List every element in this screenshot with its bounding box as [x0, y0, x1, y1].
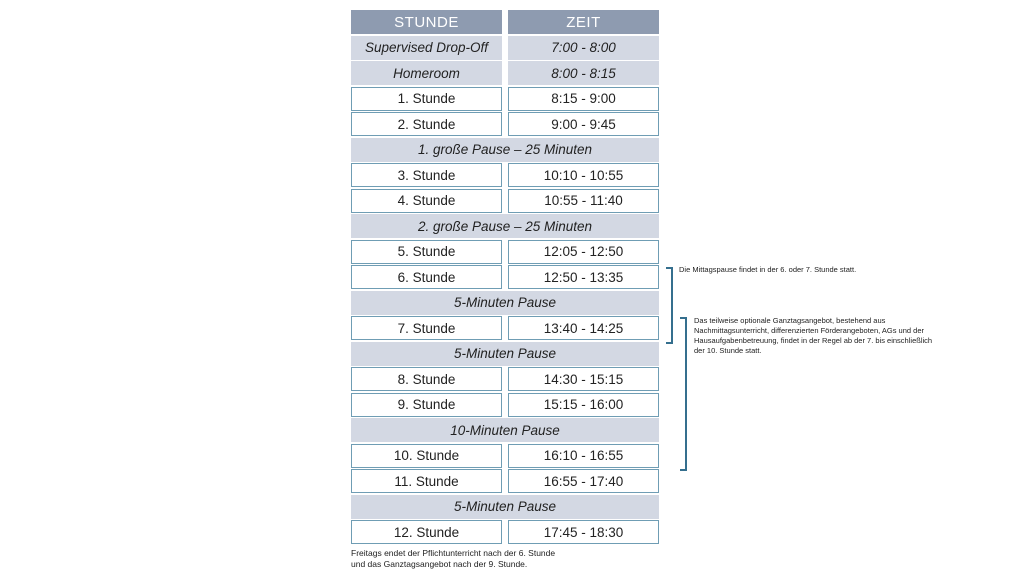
break-label: 1. große Pause – 25 Minuten	[351, 138, 659, 162]
period-label: 6. Stunde	[351, 265, 502, 289]
period-time: 16:55 - 17:40	[508, 469, 659, 493]
period-label: 12. Stunde	[351, 520, 502, 544]
footnote-line-1: Freitags endet der Pflichtunterricht nach der 6. Stunde	[351, 548, 556, 558]
period-label: 2. Stunde	[351, 112, 502, 136]
period-time: 13:40 - 14:25	[508, 316, 659, 340]
period-time: 16:10 - 16:55	[508, 444, 659, 468]
table-row	[351, 265, 659, 291]
break-label: 2. große Pause – 25 Minuten	[351, 214, 659, 238]
period-label: 8. Stunde	[351, 367, 502, 391]
table-header	[351, 10, 659, 36]
period-label: 1. Stunde	[351, 87, 502, 111]
ganztag-note: Das teilweise optionale Ganztagsangebot, bestehend aus Nachmittagsunterricht, differenzierten Förderangeboten, AGs und der Hausaufgabenbetreuung, findet in der Regel ab der 7. bis einschließlich der 10. Stunde statt.	[694, 316, 933, 355]
table-row	[351, 316, 659, 342]
ganztag-bracket	[680, 317, 687, 471]
break-row	[351, 138, 659, 164]
break-row	[351, 291, 659, 317]
table-row	[351, 240, 659, 266]
table-row	[351, 367, 659, 393]
break-label: 5-Minuten Pause	[351, 291, 659, 315]
table-row	[351, 36, 659, 62]
break-row	[351, 342, 659, 368]
table-row	[351, 189, 659, 215]
period-time: 7:00 - 8:00	[508, 36, 659, 60]
period-time: 12:50 - 13:35	[508, 265, 659, 289]
table-row	[351, 87, 659, 113]
table-row	[351, 393, 659, 419]
table-row	[351, 163, 659, 189]
break-label: 5-Minuten Pause	[351, 342, 659, 366]
break-row	[351, 495, 659, 521]
period-label: 5. Stunde	[351, 240, 502, 264]
period-time: 8:00 - 8:15	[508, 61, 659, 85]
header-zeit: ZEIT	[508, 10, 659, 34]
period-time: 12:05 - 12:50	[508, 240, 659, 264]
table-row	[351, 444, 659, 470]
footnote-line-2: und das Ganztagsangebot nach der 9. Stunde.	[351, 558, 528, 569]
period-time: 8:15 - 9:00	[508, 87, 659, 111]
period-label: 3. Stunde	[351, 163, 502, 187]
period-time: 10:55 - 11:40	[508, 189, 659, 213]
table-body	[351, 36, 659, 546]
header-stunde: STUNDE	[351, 10, 502, 34]
period-label: 9. Stunde	[351, 393, 502, 417]
period-label: 7. Stunde	[351, 316, 502, 340]
table-row	[351, 61, 659, 87]
break-row	[351, 214, 659, 240]
table-row	[351, 469, 659, 495]
period-label: 11. Stunde	[351, 469, 502, 493]
period-time: 9:00 - 9:45	[508, 112, 659, 136]
period-label: 4. Stunde	[351, 189, 502, 213]
footnote	[351, 548, 555, 569]
lunch-note: Die Mittagspause findet in der 6. oder 7. Stunde statt.	[679, 265, 857, 274]
period-time: 17:45 - 18:30	[508, 520, 659, 544]
period-label: Homeroom	[351, 61, 502, 85]
lunch-bracket	[666, 267, 673, 344]
schedule-table	[351, 10, 659, 546]
break-label: 5-Minuten Pause	[351, 495, 659, 519]
table-row	[351, 520, 659, 546]
break-row	[351, 418, 659, 444]
period-time: 15:15 - 16:00	[508, 393, 659, 417]
period-time: 10:10 - 10:55	[508, 163, 659, 187]
period-time: 14:30 - 15:15	[508, 367, 659, 391]
period-label: 10. Stunde	[351, 444, 502, 468]
break-label: 10-Minuten Pause	[351, 418, 659, 442]
period-label: Supervised Drop-Off	[351, 36, 502, 60]
table-row	[351, 112, 659, 138]
